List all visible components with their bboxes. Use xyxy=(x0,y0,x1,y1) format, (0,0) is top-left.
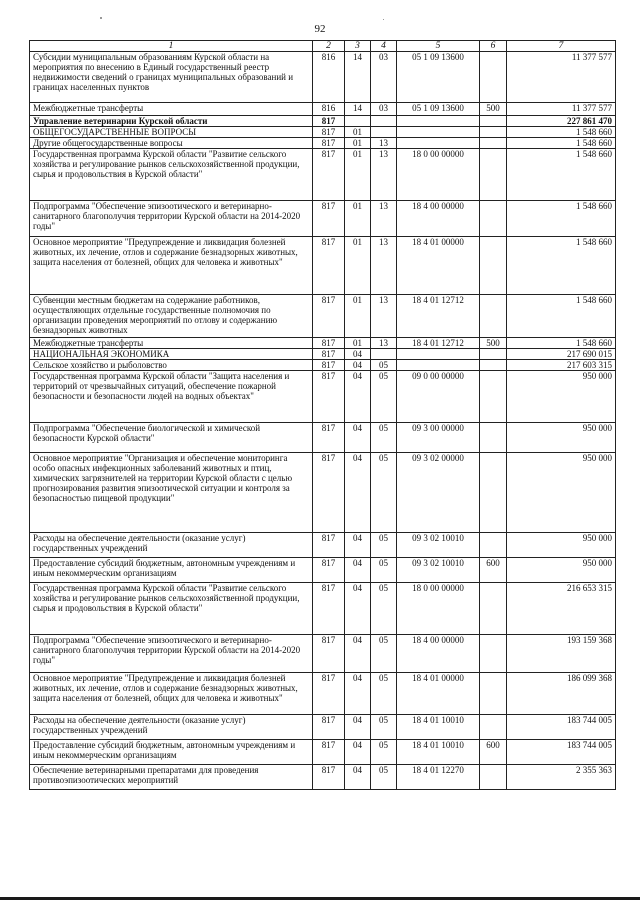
item-name-cell: Обеспечение ветеринарными препаратами для проведения противоэпизоотических мероприятий xyxy=(30,765,313,790)
target-article-cell: 18 4 00 00000 xyxy=(397,635,480,673)
expense-type-cell xyxy=(480,52,507,103)
amount-cell: 216 653 315 xyxy=(507,583,616,635)
admin-code-cell: 817 xyxy=(313,371,345,423)
item-name-cell: Расходы на обеспечение деятельности (оказание услуг) государственных учреждений xyxy=(30,533,313,558)
item-name-cell: Другие общегосударственные вопросы xyxy=(30,138,313,149)
admin-code-cell: 817 xyxy=(313,558,345,583)
subsection-code-cell xyxy=(371,127,397,138)
amount-cell: 217 690 015 xyxy=(507,349,616,360)
column-header: 7 xyxy=(507,41,616,52)
target-article-cell: 05 1 09 13600 xyxy=(397,103,480,116)
admin-code-cell: 817 xyxy=(313,715,345,740)
subsection-code-cell: 13 xyxy=(371,201,397,237)
expense-type-cell xyxy=(480,295,507,338)
admin-code-cell: 817 xyxy=(313,349,345,360)
target-article-cell: 18 0 00 00000 xyxy=(397,583,480,635)
table-row xyxy=(30,371,616,423)
expense-type-cell xyxy=(480,360,507,371)
target-article-cell: 18 4 00 00000 xyxy=(397,201,480,237)
item-name-cell: Основное мероприятие "Предупреждение и ликвидация болезней животных, их лечение, отлов и содержание безнадзорных животных, защита населения от болезней, общих для человека и животных" xyxy=(30,237,313,295)
item-name-cell: ОБЩЕГОСУДАРСТВЕННЫЕ ВОПРОСЫ xyxy=(30,127,313,138)
table-row xyxy=(30,103,616,116)
subsection-code-cell: 05 xyxy=(371,360,397,371)
subsection-code-cell: 05 xyxy=(371,583,397,635)
expense-type-cell xyxy=(480,237,507,295)
section-code-cell: 04 xyxy=(345,349,371,360)
column-header: 6 xyxy=(480,41,507,52)
target-article-cell xyxy=(397,349,480,360)
admin-code-cell: 817 xyxy=(313,765,345,790)
amount-cell: 1 548 660 xyxy=(507,237,616,295)
target-article-cell xyxy=(397,138,480,149)
table-row xyxy=(30,558,616,583)
admin-code-cell: 817 xyxy=(313,149,345,201)
table-row xyxy=(30,149,616,201)
admin-code-cell: 817 xyxy=(313,138,345,149)
admin-code-cell: 817 xyxy=(313,295,345,338)
target-article-cell: 18 4 01 00000 xyxy=(397,237,480,295)
section-code-cell: 04 xyxy=(345,558,371,583)
table-body xyxy=(30,52,616,790)
target-article-cell: 18 4 01 12270 xyxy=(397,765,480,790)
expense-type-cell xyxy=(480,673,507,715)
amount-cell: 227 861 470 xyxy=(507,116,616,127)
item-name-cell: Государственная программа Курской области "Развитие сельского хозяйства и регулирование рынков сельскохозяйственной продукции, сырья и продовольствия в Курской области" xyxy=(30,583,313,635)
expense-type-cell: 500 xyxy=(480,103,507,116)
item-name-cell: Предоставление субсидий бюджетным, автономным учреждениям и иным некоммерческим организациям xyxy=(30,740,313,765)
subsection-code-cell: 05 xyxy=(371,371,397,423)
target-article-cell xyxy=(397,127,480,138)
scan-speck xyxy=(383,19,384,20)
subsection-code-cell: 05 xyxy=(371,673,397,715)
page-number: 92 xyxy=(314,23,326,35)
section-code-cell: 01 xyxy=(345,201,371,237)
section-code-cell: 04 xyxy=(345,740,371,765)
target-article-cell: 09 3 02 10010 xyxy=(397,558,480,583)
item-name-cell: Основное мероприятие "Организация и обеспечение мониторинга особо опасных инфекционных заболеваний животных и птиц, химических загрязнителей на территории Курской области с целью прогнозирования развития эпизоотической ситуации и контроля за безопасностью пищевой продукции" xyxy=(30,453,313,533)
scan-speck xyxy=(100,17,102,19)
expense-type-cell xyxy=(480,453,507,533)
admin-code-cell: 817 xyxy=(313,635,345,673)
table-row xyxy=(30,740,616,765)
section-code-cell: 04 xyxy=(345,423,371,453)
amount-cell: 950 000 xyxy=(507,533,616,558)
admin-code-cell: 817 xyxy=(313,127,345,138)
amount-cell: 950 000 xyxy=(507,371,616,423)
table-row xyxy=(30,360,616,371)
amount-cell: 11 377 577 xyxy=(507,52,616,103)
item-name-cell: Подпрограмма "Обеспечение биологической и химической безопасности Курской области" xyxy=(30,423,313,453)
expense-type-cell xyxy=(480,149,507,201)
admin-code-cell: 817 xyxy=(313,453,345,533)
subsection-code-cell: 05 xyxy=(371,765,397,790)
section-code-cell: 01 xyxy=(345,127,371,138)
table-row xyxy=(30,338,616,349)
section-code-cell: 01 xyxy=(345,237,371,295)
expense-type-cell xyxy=(480,765,507,790)
target-article-cell: 18 4 01 12712 xyxy=(397,295,480,338)
expense-type-cell xyxy=(480,349,507,360)
section-code-cell: 04 xyxy=(345,371,371,423)
admin-code-cell: 817 xyxy=(313,116,345,127)
budget-table xyxy=(29,40,616,790)
amount-cell: 1 548 660 xyxy=(507,127,616,138)
target-article-cell: 09 3 00 00000 xyxy=(397,423,480,453)
expense-type-cell xyxy=(480,201,507,237)
subsection-code-cell: 03 xyxy=(371,103,397,116)
item-name-cell: Подпрограмма "Обеспечение эпизоотического и ветеринарно-санитарного благополучия территории Курской области на 2014-2020 годы" xyxy=(30,201,313,237)
expense-type-cell: 600 xyxy=(480,558,507,583)
item-name-cell: Государственная программа Курской области "Защита населения и территорий от чрезвычайных ситуаций, обеспечение пожарной безопасности и безопасности людей на водных объектах" xyxy=(30,371,313,423)
expense-type-cell xyxy=(480,116,507,127)
item-name-cell: Межбюджетные трансферты xyxy=(30,103,313,116)
table-row xyxy=(30,116,616,127)
subsection-code-cell xyxy=(371,349,397,360)
section-code-cell: 04 xyxy=(345,635,371,673)
expense-type-cell: 500 xyxy=(480,338,507,349)
expense-type-cell xyxy=(480,138,507,149)
section-code-cell: 04 xyxy=(345,453,371,533)
table-row xyxy=(30,423,616,453)
expense-type-cell xyxy=(480,533,507,558)
amount-cell: 1 548 660 xyxy=(507,138,616,149)
admin-code-cell: 816 xyxy=(313,52,345,103)
table-row xyxy=(30,635,616,673)
amount-cell: 1 548 660 xyxy=(507,338,616,349)
expense-type-cell xyxy=(480,635,507,673)
table-row xyxy=(30,201,616,237)
subsection-code-cell: 13 xyxy=(371,295,397,338)
admin-code-cell: 816 xyxy=(313,103,345,116)
subsection-code-cell: 13 xyxy=(371,149,397,201)
section-code-cell: 04 xyxy=(345,583,371,635)
admin-code-cell: 817 xyxy=(313,740,345,765)
target-article-cell: 09 3 02 10010 xyxy=(397,533,480,558)
amount-cell: 1 548 660 xyxy=(507,201,616,237)
item-name-cell: Предоставление субсидий бюджетным, автономным учреждениям и иным некоммерческим организациям xyxy=(30,558,313,583)
item-name-cell: Подпрограмма "Обеспечение эпизоотического и ветеринарно-санитарного благополучия территории Курской области на 2014-2020 годы" xyxy=(30,635,313,673)
table-row xyxy=(30,295,616,338)
amount-cell: 2 355 363 xyxy=(507,765,616,790)
target-article-cell: 18 4 01 10010 xyxy=(397,715,480,740)
section-code-cell: 01 xyxy=(345,338,371,349)
expense-type-cell xyxy=(480,371,507,423)
table-row xyxy=(30,453,616,533)
subsection-code-cell: 13 xyxy=(371,237,397,295)
amount-cell: 183 744 005 xyxy=(507,740,616,765)
subsection-code-cell: 13 xyxy=(371,138,397,149)
amount-cell: 950 000 xyxy=(507,423,616,453)
admin-code-cell: 817 xyxy=(313,583,345,635)
subsection-code-cell: 05 xyxy=(371,635,397,673)
section-code-cell: 14 xyxy=(345,103,371,116)
table-row xyxy=(30,715,616,740)
item-name-cell: Сельское хозяйство и рыболовство xyxy=(30,360,313,371)
amount-cell: 950 000 xyxy=(507,453,616,533)
subsection-code-cell: 13 xyxy=(371,338,397,349)
section-code-cell: 04 xyxy=(345,360,371,371)
target-article-cell xyxy=(397,116,480,127)
subsection-code-cell: 05 xyxy=(371,558,397,583)
admin-code-cell: 817 xyxy=(313,423,345,453)
target-article-cell: 18 4 01 00000 xyxy=(397,673,480,715)
section-code-cell: 14 xyxy=(345,52,371,103)
subsection-code-cell: 03 xyxy=(371,52,397,103)
table-row xyxy=(30,349,616,360)
subsection-code-cell: 05 xyxy=(371,715,397,740)
target-article-cell: 09 0 00 00000 xyxy=(397,371,480,423)
admin-code-cell: 817 xyxy=(313,201,345,237)
column-header: 4 xyxy=(371,41,397,52)
section-code-cell: 01 xyxy=(345,295,371,338)
table-row xyxy=(30,673,616,715)
amount-cell: 193 159 368 xyxy=(507,635,616,673)
section-code-cell: 01 xyxy=(345,149,371,201)
column-header: 5 xyxy=(397,41,480,52)
item-name-cell: Межбюджетные трансферты xyxy=(30,338,313,349)
table-row xyxy=(30,52,616,103)
table-row xyxy=(30,533,616,558)
table-row xyxy=(30,127,616,138)
item-name-cell: Субсидии муниципальным образованиям Курской области на мероприятия по внесению в Единый государственный реестр недвижимости сведений о границах муниципальных образований и границах населенных пунктов xyxy=(30,52,313,103)
section-code-cell xyxy=(345,116,371,127)
admin-code-cell: 817 xyxy=(313,533,345,558)
table-row xyxy=(30,765,616,790)
expense-type-cell: 600 xyxy=(480,740,507,765)
target-article-cell xyxy=(397,360,480,371)
item-name-cell: Государственная программа Курской области "Развитие сельского хозяйства и регулирование рынков сельскохозяйственной продукции, сырья и продовольствия в Курской области" xyxy=(30,149,313,201)
item-name-cell: Субвенции местным бюджетам на содержание работников, осуществляющих отдельные государственные полномочия по организации проведения мероприятий по отлову и содержанию безнадзорных животных xyxy=(30,295,313,338)
target-article-cell: 18 4 01 10010 xyxy=(397,740,480,765)
target-article-cell: 09 3 02 00000 xyxy=(397,453,480,533)
target-article-cell: 18 0 00 00000 xyxy=(397,149,480,201)
amount-cell: 1 548 660 xyxy=(507,295,616,338)
amount-cell: 1 548 660 xyxy=(507,149,616,201)
admin-code-cell: 817 xyxy=(313,673,345,715)
table-row xyxy=(30,583,616,635)
amount-cell: 186 099 368 xyxy=(507,673,616,715)
amount-cell: 183 744 005 xyxy=(507,715,616,740)
amount-cell: 11 377 577 xyxy=(507,103,616,116)
table-row xyxy=(30,138,616,149)
expense-type-cell xyxy=(480,715,507,740)
table-row xyxy=(30,237,616,295)
column-header: 3 xyxy=(345,41,371,52)
column-number-row xyxy=(30,41,616,52)
column-header: 2 xyxy=(313,41,345,52)
expense-type-cell xyxy=(480,583,507,635)
admin-code-cell: 817 xyxy=(313,237,345,295)
expense-type-cell xyxy=(480,423,507,453)
subsection-code-cell: 05 xyxy=(371,533,397,558)
column-header: 1 xyxy=(30,41,313,52)
section-code-cell: 04 xyxy=(345,673,371,715)
section-code-cell: 04 xyxy=(345,765,371,790)
item-name-cell: Управление ветеринарии Курской области xyxy=(30,116,313,127)
admin-code-cell: 817 xyxy=(313,338,345,349)
admin-code-cell: 817 xyxy=(313,360,345,371)
subsection-code-cell: 05 xyxy=(371,453,397,533)
amount-cell: 217 603 315 xyxy=(507,360,616,371)
item-name-cell: Расходы на обеспечение деятельности (оказание услуг) государственных учреждений xyxy=(30,715,313,740)
target-article-cell: 18 4 01 12712 xyxy=(397,338,480,349)
section-code-cell: 01 xyxy=(345,138,371,149)
subsection-code-cell xyxy=(371,116,397,127)
item-name-cell: НАЦИОНАЛЬНАЯ ЭКОНОМИКА xyxy=(30,349,313,360)
scan-bottom-edge xyxy=(0,897,640,900)
subsection-code-cell: 05 xyxy=(371,740,397,765)
item-name-cell: Основное мероприятие "Предупреждение и ликвидация болезней животных, их лечение, отлов и содержание безнадзорных животных, защита населения от болезней, общих для человека и животных" xyxy=(30,673,313,715)
amount-cell: 950 000 xyxy=(507,558,616,583)
section-code-cell: 04 xyxy=(345,715,371,740)
section-code-cell: 04 xyxy=(345,533,371,558)
expense-type-cell xyxy=(480,127,507,138)
subsection-code-cell: 05 xyxy=(371,423,397,453)
target-article-cell: 05 1 09 13600 xyxy=(397,52,480,103)
